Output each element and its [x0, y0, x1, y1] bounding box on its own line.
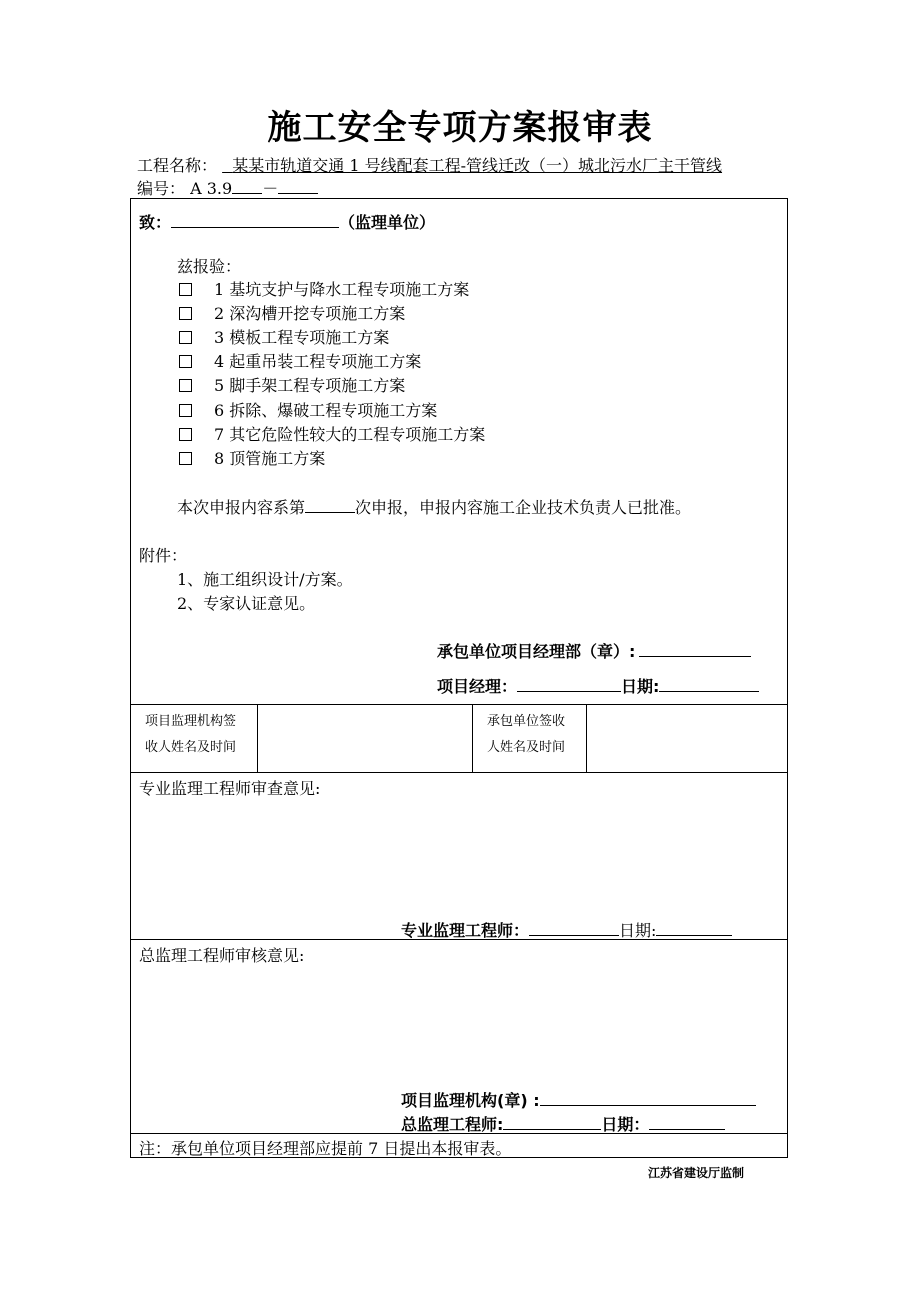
divider — [131, 704, 787, 705]
supervisor-receipt-label: 项目监理机构签 收人姓名及时间 — [145, 714, 237, 755]
approval-form-table — [130, 198, 788, 1158]
specialist-engineer-blank[interactable] — [529, 920, 619, 936]
submission-count-blank[interactable] — [305, 497, 355, 513]
supervision-org-blank[interactable] — [540, 1090, 756, 1106]
form-number-prefix: A 3.9 — [190, 179, 233, 198]
specialist-date-blank[interactable] — [656, 920, 732, 936]
form-number-label: 编号： — [137, 179, 186, 198]
to-label: 致： — [139, 213, 172, 232]
divider — [472, 704, 473, 772]
chief-opinion-label: 总监理工程师审核意见: — [139, 946, 305, 965]
contractor-dept-seal-line: 承包单位项目经理部（章）: — [437, 639, 751, 662]
pm-date-blank[interactable] — [659, 676, 759, 692]
checkbox[interactable] — [179, 428, 192, 441]
project-name-label: 工程名称： — [137, 156, 218, 175]
divider — [131, 939, 787, 940]
divider — [257, 704, 258, 772]
contractor-receipt-field[interactable] — [588, 706, 786, 770]
attachment-item-1: 1、施工组织设计/方案。 — [177, 570, 353, 589]
form-title: 施工安全专项方案报审表 — [267, 108, 653, 148]
chief-opinion-field[interactable] — [139, 967, 779, 1077]
checkbox[interactable] — [179, 331, 192, 344]
specialist-signature-line: 专业监理工程师： 日期: — [401, 918, 732, 941]
project-manager-blank[interactable] — [517, 676, 621, 692]
attachments-label: 附件： — [139, 546, 188, 565]
issuer-mark: 江苏省建设厅监制 — [648, 1166, 745, 1180]
chief-signature-line: 总监理工程师: 日期： — [401, 1112, 725, 1135]
footnote: 注：承包单位项目经理部应提前 7 日提出本报审表。 — [139, 1139, 512, 1158]
to-line — [139, 210, 435, 233]
specialist-opinion-field[interactable] — [139, 799, 779, 909]
checkbox[interactable] — [179, 307, 192, 320]
plan-item-6[interactable]: 6 拆除、爆破工程专项施工方案 — [179, 398, 437, 421]
project-name-value: 某某市轨道交通 1 号线配套工程-管线迁改（一）城北污水厂主干管线 — [232, 156, 723, 175]
divider — [131, 1133, 787, 1134]
checkbox[interactable] — [179, 355, 192, 368]
specialist-opinion-label: 专业监理工程师审查意见: — [139, 779, 321, 798]
plan-item-7[interactable]: 7 其它危险性较大的工程专项施工方案 — [179, 422, 485, 445]
form-number-blank-2[interactable] — [278, 178, 318, 194]
form-number-blank-1[interactable] — [232, 178, 262, 194]
supervision-unit-blank[interactable] — [171, 212, 339, 228]
form-number-line — [137, 176, 318, 199]
checkbox[interactable] — [179, 404, 192, 417]
project-manager-line: 项目经理： 日期: — [437, 674, 759, 697]
submission-statement: 本次申报内容系第 次申报，申报内容施工企业技术负责人已批准。 — [177, 498, 692, 517]
plan-item-8[interactable]: 8 顶管施工方案 — [179, 446, 325, 469]
chief-engineer-blank[interactable] — [503, 1114, 601, 1130]
plan-item-3[interactable]: 3 模板工程专项施工方案 — [179, 325, 389, 348]
divider — [586, 704, 587, 772]
form-number-separator: － — [262, 179, 279, 198]
project-name-line — [137, 153, 722, 176]
supervision-unit-suffix: （监理单位） — [339, 213, 436, 232]
checkbox[interactable] — [179, 283, 192, 296]
checkbox[interactable] — [179, 379, 192, 392]
plan-item-4[interactable]: 4 起重吊装工程专项施工方案 — [179, 349, 421, 372]
plan-item-5[interactable]: 5 脚手架工程专项施工方案 — [179, 373, 405, 396]
supervision-org-seal-line: 项目监理机构(章) : — [401, 1088, 756, 1111]
plan-item-2[interactable]: 2 深沟槽开挖专项施工方案 — [179, 301, 405, 324]
chief-date-blank[interactable] — [649, 1114, 725, 1130]
checkbox[interactable] — [179, 452, 192, 465]
attachment-item-2: 2、专家认证意见。 — [177, 594, 316, 613]
plan-item-1[interactable]: 1 基坑支护与降水工程专项施工方案 — [179, 277, 469, 300]
contractor-receipt-label: 承包单位签收 人姓名及时间 — [487, 714, 566, 755]
contractor-seal-blank[interactable] — [639, 641, 751, 657]
divider — [131, 772, 787, 773]
submit-label: 兹报验： — [177, 257, 242, 276]
supervisor-receipt-field[interactable] — [259, 706, 471, 770]
